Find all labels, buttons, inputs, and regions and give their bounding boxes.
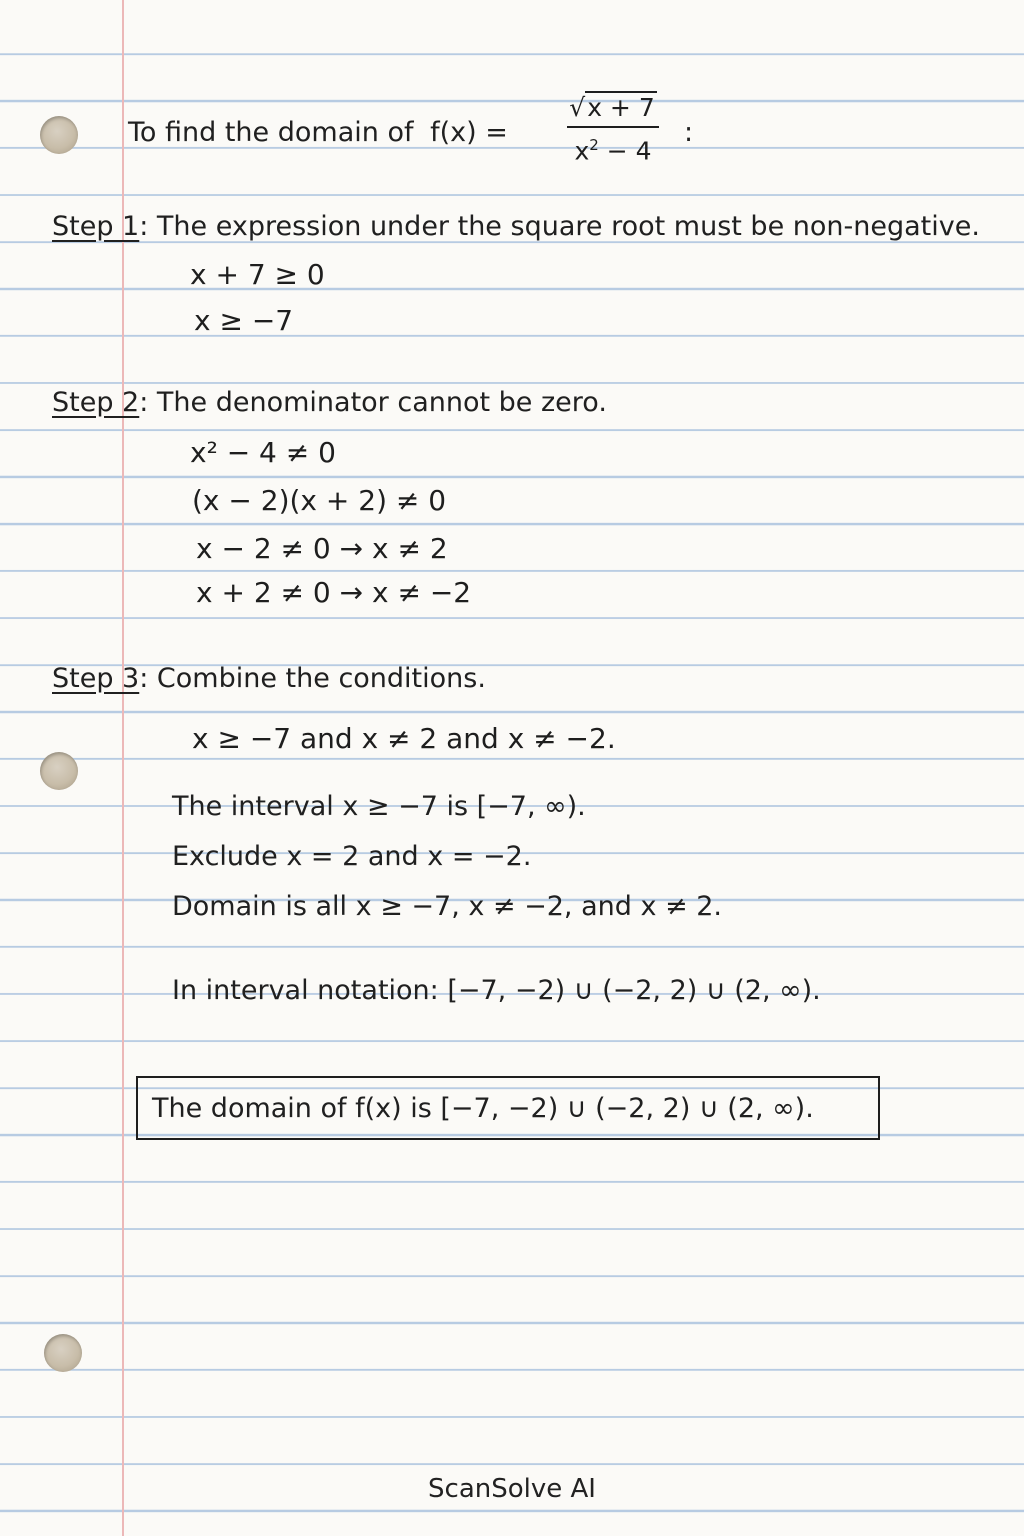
step-3-line-1: x ≥ −7 and x ≠ 2 and x ≠ −2. bbox=[192, 722, 616, 755]
step-1-description: : The expression under the square root must be non-negative. bbox=[139, 211, 980, 242]
binder-hole-bottom bbox=[44, 1334, 82, 1372]
numerator-radicand: x + 7 bbox=[587, 93, 655, 122]
step-3-label: Step 3 bbox=[52, 663, 140, 694]
footer-brand: ScanSolve AI bbox=[428, 1474, 596, 1504]
step-3-heading bbox=[52, 662, 486, 696]
step-1-label: Step 1 bbox=[52, 211, 140, 242]
step-2-label: Step 2 bbox=[52, 387, 140, 418]
step-2-line-1: x² − 4 ≠ 0 bbox=[190, 436, 336, 469]
denominator-rest: − 4 bbox=[598, 136, 652, 166]
step-2-line-3: x − 2 ≠ 0 → x ≠ 2 bbox=[196, 532, 448, 565]
step-3-description: : Combine the conditions. bbox=[139, 663, 486, 694]
step-2-heading bbox=[52, 386, 607, 420]
step-1-line-1: x + 7 ≥ 0 bbox=[190, 258, 325, 291]
intro-line bbox=[128, 116, 508, 150]
denominator-base: x bbox=[574, 136, 590, 166]
step-1-heading bbox=[52, 210, 980, 244]
step-2-line-4: x + 2 ≠ 0 → x ≠ −2 bbox=[196, 576, 472, 609]
binder-hole-top bbox=[40, 116, 78, 154]
fraction-numerator bbox=[563, 90, 663, 126]
final-answer: The domain of f(x) is [−7, −2) ∪ (−2, 2) ∪ (2, ∞). bbox=[152, 1093, 814, 1124]
sqrt-symbol: √ bbox=[569, 93, 586, 122]
step-1-line-2: x ≥ −7 bbox=[194, 304, 294, 337]
step-2-line-2: (x − 2)(x + 2) ≠ 0 bbox=[192, 484, 447, 517]
interval-notation: In interval notation: [−7, −2) ∪ (−2, 2) ∪ (2, ∞). bbox=[172, 975, 821, 1006]
intro-colon: : bbox=[684, 117, 694, 148]
fraction-denominator bbox=[563, 128, 663, 166]
function-lhs: f(x) = bbox=[430, 117, 508, 148]
denominator-exponent: 2 bbox=[589, 136, 599, 154]
function-fraction bbox=[563, 90, 663, 166]
binder-hole-middle bbox=[40, 752, 78, 790]
intro-text: To find the domain of bbox=[128, 117, 414, 148]
summary-line-1: The interval x ≥ −7 is [−7, ∞). bbox=[172, 791, 586, 822]
summary-line-3: Domain is all x ≥ −7, x ≠ −2, and x ≠ 2. bbox=[172, 891, 723, 922]
step-2-description: : The denominator cannot be zero. bbox=[139, 387, 607, 418]
summary-line-2: Exclude x = 2 and x = −2. bbox=[172, 841, 532, 872]
